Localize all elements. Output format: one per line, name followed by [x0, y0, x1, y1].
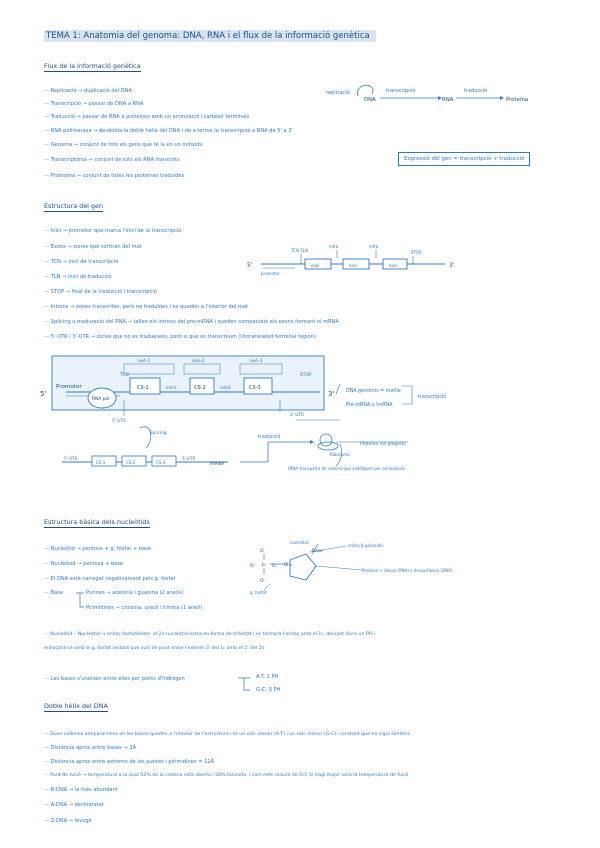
list-item: — RNA polimerasa → desdobla la doble hèlix del DNA i de a terme la transcripció a RNA de 5' a 3'	[44, 128, 293, 134]
cs1-label: CS-1	[137, 385, 149, 391]
enllac-note: — Nucleòtid – Nucleòtid → enllaç fosfodiéster: el 2n nucleòtid entra en forma de trifosfat i es formarà l'enllaç amb el 1r, deixant lliure un PPi i	[44, 632, 376, 637]
dna-label: DNA	[364, 97, 376, 103]
helix-heading: Doble hèlix del DNA	[44, 702, 108, 710]
stop-label: STOP	[411, 250, 422, 255]
proteina-label: Proteïna	[506, 97, 529, 103]
intro1-big: intró	[166, 386, 177, 391]
tcn-label: TCN	[120, 373, 129, 378]
list-item: — Exons → zones que sortiran del mat	[44, 244, 142, 250]
gene-structure-big	[40, 350, 560, 475]
list-item: — Genoma → conjunt de tots els gens que té la en un individu	[44, 142, 203, 148]
list-item: — TLN → inici de traducció	[44, 274, 112, 280]
list-item: — TCN → inici de transcripció	[44, 259, 119, 265]
splicing-label: Splicing	[150, 430, 167, 435]
central-dogma-diagram	[320, 80, 560, 120]
base-label: Base	[312, 549, 323, 554]
three-prime-label: 3'	[449, 262, 455, 269]
list-item: — Z-DNA → levogir	[44, 818, 93, 824]
five-prime-label: 5'	[247, 262, 253, 269]
exo1-big: exó-1	[138, 359, 151, 364]
list-item: — Nucleòsid → pentosa + base	[44, 561, 124, 567]
ribosoma-label: Ribosoma	[330, 452, 350, 457]
promotor-label: promotor	[261, 271, 280, 276]
intro2-label: intró	[369, 244, 379, 249]
nucleotids-heading: Estructura bàsica dels nucleòtids	[44, 518, 150, 526]
list-item: — Nucleòtid → pentosa + g. fosfat + base	[44, 546, 151, 552]
pentosa-label: Pentosa → ribosa (RNA) o desoxiribosa (DNA)	[362, 568, 453, 573]
list-item: — El DNA està carregat negativament pels g. fosfat	[44, 576, 176, 582]
ch2-label: CH₂	[284, 563, 293, 568]
p-atom: P	[262, 564, 265, 569]
dna-note1: DNA genòmic = motlle	[346, 389, 401, 394]
list-item: — Inici → promotor que marca l'inici de la transcripció	[44, 228, 182, 234]
enllac-label: enllaç β-glicosídic	[348, 543, 384, 548]
expressio-box: Expressió del gen = transcripció + traducció	[398, 152, 530, 166]
cs2-label: CS-2	[194, 385, 206, 391]
base-bracket	[74, 590, 88, 610]
gfosfat-label: g. fosfat	[250, 590, 267, 595]
exo2-label: exó	[349, 264, 357, 269]
mrna-label: mRNA	[210, 462, 225, 467]
big-three-prime: 3'	[328, 390, 335, 398]
o-top: O	[260, 549, 264, 554]
list-item: — STOP → final de la traducció i transcripció	[44, 289, 157, 295]
list-item: — 5'-UTR i 3'-UTR → zones que no es tradueixen, però sí que es transcriuen (Untranslated terminal region)	[44, 334, 316, 340]
intro1-label: intró	[329, 244, 339, 249]
list-item: — Traducció → passar de RNA a proteïnes amb un aminoàcid i carboxil terminals	[44, 114, 250, 120]
exo2-big: exó-2	[192, 359, 205, 364]
list-item: — Base	[44, 590, 64, 596]
list-item: — B-DNA → la més abundant	[44, 787, 118, 793]
trna-note: tRNA transporta de codons que codifiquen per aminoàcids	[288, 466, 406, 471]
list-item: — Distància aprox entre bases → 3Å	[44, 745, 137, 751]
nucleotide-diagram	[250, 540, 550, 605]
enllac-note-2: enllaçant-se amb el g. fosfat restant que surt de punt entre l'extrem 3' del 1r amb el 5' del 2n	[44, 646, 265, 651]
list-item: — A-DNA → deshidratat	[44, 802, 104, 808]
list-item: — Transcripció → passar de DNA a RNA	[44, 101, 144, 107]
exo3-big: exó-3	[250, 359, 263, 364]
gene-structure-small	[245, 240, 475, 280]
mrna-5utr: 5'-UTR	[64, 456, 78, 461]
list-item: — Dues cadenes antiparal·leles on les bases queden a l'interior de l'estructura i té un solc menor (A-T) i un solc menor (G-C), constant que no sigui simètric	[44, 732, 411, 737]
pirimidines-item: Pirimidines → citosina, uracil i timina (1 anell)	[86, 605, 203, 611]
purines-item: Purines → adenina i guanina (2 anells)	[86, 590, 184, 596]
traduccio-note: traducció	[258, 435, 281, 440]
dna-note2: Pre-mRNA o hnRNA	[346, 403, 393, 408]
flux-heading: Flux de la informació genètica	[44, 62, 141, 70]
list-item: — Distància aprox entre extrems de les puntes i pirimidines = 11Å	[44, 759, 215, 765]
nucleotid-label: nucleòtid	[290, 540, 309, 545]
utr3-label: 3'-UTR	[290, 412, 304, 417]
stop-label-big: STOP	[300, 373, 312, 378]
rnapol-label: RNA pol	[92, 397, 110, 402]
list-item: — Introns → zones transcrites, però no traduïdes i es queden a l'interior del mat	[44, 304, 248, 310]
list-item: — Replicació → duplicació del DNA	[44, 88, 133, 94]
estructura-heading: Estructura del gen	[44, 202, 104, 210]
transcripcio-label: transcripció	[386, 88, 416, 94]
gc-pairs: G-C: 3 PH	[256, 687, 281, 693]
traduccio-label: traducció	[464, 88, 488, 94]
promoter-label: Promotor	[56, 384, 82, 390]
o-right: O	[272, 564, 276, 569]
tcn-tln-label: TCN TLN	[291, 248, 308, 253]
exo1-label: exó	[311, 264, 319, 269]
list-item: — Splicing o maduració del RNA → tallen els introns del pre-mRNA i queden compactats els exons formant el mRNA	[44, 319, 339, 325]
o-bottom: O⁻	[260, 579, 267, 584]
mrna-cs3: CS-3	[156, 460, 166, 465]
list-item: — Transcriptoma → conjunt de tots els RNA transcrits	[44, 157, 180, 163]
ponts-item: — Les bases s'uneixen entre elles per ponts d'hidrogen	[44, 676, 185, 682]
mrna-cs2: CS-2	[126, 460, 136, 465]
o-left: O⁻	[250, 564, 257, 569]
mrna-3utr: 3'-UTR	[182, 456, 196, 461]
exo3-label: exó	[389, 264, 397, 269]
big-five-prime: 5'	[40, 390, 47, 398]
transcripcio-note: transcripció	[418, 395, 447, 400]
list-item: — Punt de fusió → temperatura a la qual 50% de la cadena està oberta i 50% tancada, i com més relació de G-C hi hagi major serà la temperatura de fusió	[44, 773, 409, 778]
cs3-label: CS-3	[249, 385, 261, 391]
rna-label: RNA	[442, 97, 454, 103]
list-item: — Proteoma → conjunt de totes les proteïnes traduïdes	[44, 173, 185, 179]
ponts-bracket	[236, 672, 256, 694]
replicacio-label: replicació	[326, 90, 350, 96]
page-title: TEMA 1: Anatomia del genoma: DNA, RNA i el flux de la informació genètica	[44, 30, 376, 42]
mrna-cs1: CS-1	[96, 460, 106, 465]
utr5-label: 5'-UTR	[112, 418, 126, 423]
at-pairs: A-T: 2 PH	[256, 674, 279, 680]
intro2-big: intró	[220, 386, 231, 391]
proteina-note: Proteïna (es plegarà)	[360, 442, 406, 447]
